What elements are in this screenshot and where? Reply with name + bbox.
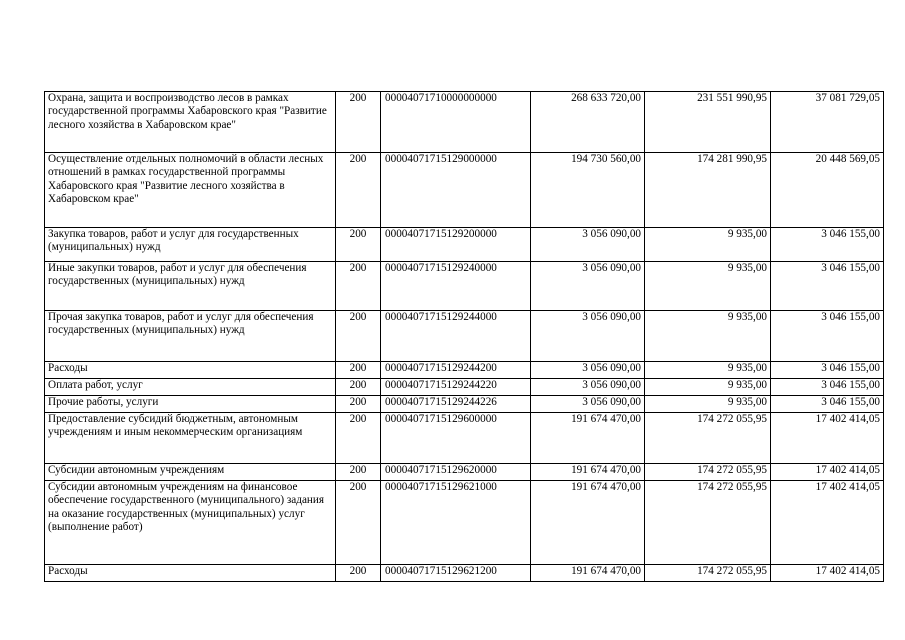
line-code-cell: 200: [336, 565, 381, 582]
budget-execution-table: [44, 91, 884, 582]
unexecuted-amount-cell: 17 402 414,05: [771, 481, 884, 565]
table-row: [45, 413, 884, 464]
line-code-cell: 200: [336, 379, 381, 396]
unexecuted-amount-cell: 17 402 414,05: [771, 413, 884, 464]
executed-amount-cell: 9 935,00: [645, 396, 771, 413]
line-code-cell: 200: [336, 396, 381, 413]
line-code-cell: 200: [336, 262, 381, 311]
table-row: [45, 481, 884, 565]
executed-amount-cell: 231 551 990,95: [645, 92, 771, 153]
classification-code-cell: 00004071715129621000: [381, 481, 531, 565]
executed-amount-cell: 174 272 055,95: [645, 464, 771, 481]
expense-name-cell: Прочие работы, услуги: [45, 396, 336, 413]
unexecuted-amount-cell: 17 402 414,05: [771, 464, 884, 481]
table-row: [45, 228, 884, 262]
line-code-cell: 200: [336, 311, 381, 362]
approved-amount-cell: 3 056 090,00: [531, 379, 645, 396]
executed-amount-cell: 174 272 055,95: [645, 565, 771, 582]
classification-code-cell: 00004071715129620000: [381, 464, 531, 481]
classification-code-cell: 00004071715129244000: [381, 311, 531, 362]
approved-amount-cell: 3 056 090,00: [531, 262, 645, 311]
unexecuted-amount-cell: 37 081 729,05: [771, 92, 884, 153]
executed-amount-cell: 9 935,00: [645, 311, 771, 362]
unexecuted-amount-cell: 3 046 155,00: [771, 311, 884, 362]
approved-amount-cell: 3 056 090,00: [531, 228, 645, 262]
table-row: [45, 396, 884, 413]
classification-code-cell: 00004071715129000000: [381, 153, 531, 228]
unexecuted-amount-cell: 3 046 155,00: [771, 396, 884, 413]
classification-code-cell: 00004071715129200000: [381, 228, 531, 262]
unexecuted-amount-cell: 17 402 414,05: [771, 565, 884, 582]
table-row: [45, 311, 884, 362]
line-code-cell: 200: [336, 228, 381, 262]
executed-amount-cell: 9 935,00: [645, 362, 771, 379]
approved-amount-cell: 191 674 470,00: [531, 565, 645, 582]
approved-amount-cell: 191 674 470,00: [531, 413, 645, 464]
executed-amount-cell: 9 935,00: [645, 228, 771, 262]
expense-name-cell: Оплата работ, услуг: [45, 379, 336, 396]
approved-amount-cell: 3 056 090,00: [531, 311, 645, 362]
line-code-cell: 200: [336, 464, 381, 481]
classification-code-cell: 00004071715129244220: [381, 379, 531, 396]
line-code-cell: 200: [336, 92, 381, 153]
approved-amount-cell: 191 674 470,00: [531, 464, 645, 481]
approved-amount-cell: 268 633 720,00: [531, 92, 645, 153]
approved-amount-cell: 194 730 560,00: [531, 153, 645, 228]
line-code-cell: 200: [336, 413, 381, 464]
classification-code-cell: 00004071715129244200: [381, 362, 531, 379]
expense-name-cell: Субсидии автономным учреждениям на финансовое обеспечение государственного (муниципального) задания на оказание государственных (муниципальных) услуг (выполнение работ): [45, 481, 336, 565]
classification-code-cell: 00004071715129240000: [381, 262, 531, 311]
expense-name-cell: Предоставление субсидий бюджетным, автономным учреждениям и иным некоммерческим организациям: [45, 413, 336, 464]
table-row: [45, 565, 884, 582]
unexecuted-amount-cell: 3 046 155,00: [771, 228, 884, 262]
expense-name-cell: Расходы: [45, 565, 336, 582]
expense-name-cell: Осуществление отдельных полномочий в области лесных отношений в рамках государственной программы Хабаровского края "Развитие лесного хозяйства в Хабаровском крае": [45, 153, 336, 228]
executed-amount-cell: 9 935,00: [645, 262, 771, 311]
approved-amount-cell: 3 056 090,00: [531, 362, 645, 379]
classification-code-cell: 00004071710000000000: [381, 92, 531, 153]
table-row: [45, 153, 884, 228]
expense-name-cell: Субсидии автономным учреждениям: [45, 464, 336, 481]
executed-amount-cell: 174 281 990,95: [645, 153, 771, 228]
table-row: [45, 464, 884, 481]
line-code-cell: 200: [336, 362, 381, 379]
executed-amount-cell: 9 935,00: [645, 379, 771, 396]
table-row: [45, 92, 884, 153]
executed-amount-cell: 174 272 055,95: [645, 481, 771, 565]
executed-amount-cell: 174 272 055,95: [645, 413, 771, 464]
line-code-cell: 200: [336, 481, 381, 565]
table-row: [45, 362, 884, 379]
classification-code-cell: 00004071715129244226: [381, 396, 531, 413]
unexecuted-amount-cell: 3 046 155,00: [771, 262, 884, 311]
classification-code-cell: 00004071715129600000: [381, 413, 531, 464]
approved-amount-cell: 191 674 470,00: [531, 481, 645, 565]
approved-amount-cell: 3 056 090,00: [531, 396, 645, 413]
expense-name-cell: Расходы: [45, 362, 336, 379]
unexecuted-amount-cell: 20 448 569,05: [771, 153, 884, 228]
unexecuted-amount-cell: 3 046 155,00: [771, 379, 884, 396]
unexecuted-amount-cell: 3 046 155,00: [771, 362, 884, 379]
expense-name-cell: Прочая закупка товаров, работ и услуг для обеспечения государственных (муниципальных) нужд: [45, 311, 336, 362]
expense-name-cell: Закупка товаров, работ и услуг для государственных (муниципальных) нужд: [45, 228, 336, 262]
table-row: [45, 262, 884, 311]
table-row: [45, 379, 884, 396]
line-code-cell: 200: [336, 153, 381, 228]
classification-code-cell: 00004071715129621200: [381, 565, 531, 582]
expense-name-cell: Иные закупки товаров, работ и услуг для обеспечения государственных (муниципальных) нужд: [45, 262, 336, 311]
expense-name-cell: Охрана, защита и воспроизводство лесов в рамках государственной программы Хабаровского края "Развитие лесного хозяйства в Хабаровском крае": [45, 92, 336, 153]
